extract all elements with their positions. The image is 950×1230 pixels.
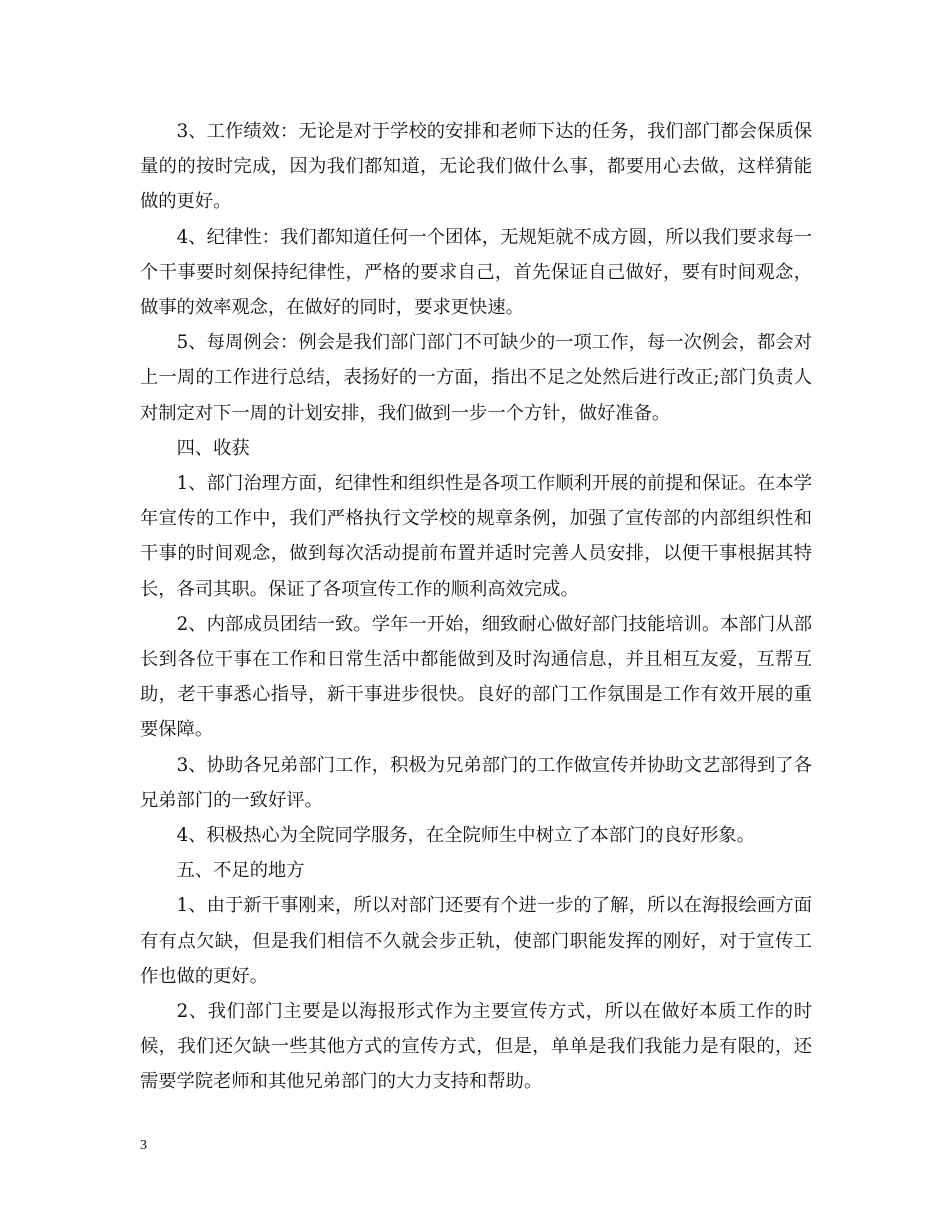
paragraph-discipline: 4、纪律性：我们都知道任何一个团体，无规矩就不成方圆，所以我们要求每一个干事要时刻保持纪律性，严格的要求自己，首先保证自己做好，要有时间观念，做事的效率观念，在做好的同时，要求更快速。 bbox=[140, 226, 812, 319]
paragraph-new-staff: 1、由于新干事刚来，所以对部门还要有个进一步的了解，所以在海报绘画方面有有点欠缺，但是我们相信不久就会步正轨，使部门职能发挥的刚好，对于宣传工作也做的更好。 bbox=[140, 895, 812, 987]
paragraph-department-management: 1、部门治理方面，纪律性和组织性是各项工作顺利开展的前提和保证。在本学年宣传的工作中，我们严格执行文学校的规章条例，加强了宣传部的内部组织性和干事的时间观念，做到每次活动提前布置并适时完善人员安排，以便干事根据其特长，各司其职。保证了各项宣传工作的顺利高效完成。 bbox=[140, 473, 812, 600]
paragraph-serve-students: 4、积极热心为全院同学服务，在全院师生中树立了本部门的良好形象。 bbox=[176, 825, 755, 847]
paragraph-work-performance: 3、工作绩效：无论是对于学校的安排和老师下达的任务，我们部门都会保质保量的的按时完成，因为我们都知道，无论我们做什么事，都要用心去做，这样猜能做的更好。 bbox=[140, 121, 812, 213]
paragraph-team-unity: 2、内部成员团结一致。学年一开始，细致耐心做好部门技能培训。本部门从部长到各位干事在工作和日常生活中都能做到及时沟通信息，并且相互友爱，互帮互助，老干事悉心指导，新干事进步很快。良好的部门工作氛围是工作有效开展的重要保障。 bbox=[140, 613, 812, 741]
paragraph-weekly-meeting: 5、每周例会：例会是我们部门部门不可缺少的一项工作，每一次例会，都会对上一周的工作进行总结，表扬好的一方面，指出不足之处然后进行改正;部门负责人对制定对下一周的计划安排，我们做到一步一个方针，做好准备。 bbox=[140, 332, 812, 424]
document-body bbox=[140, 114, 812, 1100]
paragraph-publicity-methods: 2、我们部门主要是以海报形式作为主要宣传方式，所以在做好本质工作的时候，我们还欠缺一些其他方式的宣传方式，但是，单单是我们我能力是有限的，还需要学院老师和其他兄弟部门的大力支持和帮助。 bbox=[140, 1001, 812, 1093]
paragraph-assist-departments: 3、协助各兄弟部门工作，积极为兄弟部门的工作做宣传并协助文艺部得到了各兄弟部门的一致好评。 bbox=[140, 754, 812, 811]
section-heading-shortcomings: 五、不足的地方 bbox=[176, 860, 305, 882]
section-heading-gains: 四、收获 bbox=[176, 437, 250, 459]
page-number: 3 bbox=[140, 1138, 147, 1153]
